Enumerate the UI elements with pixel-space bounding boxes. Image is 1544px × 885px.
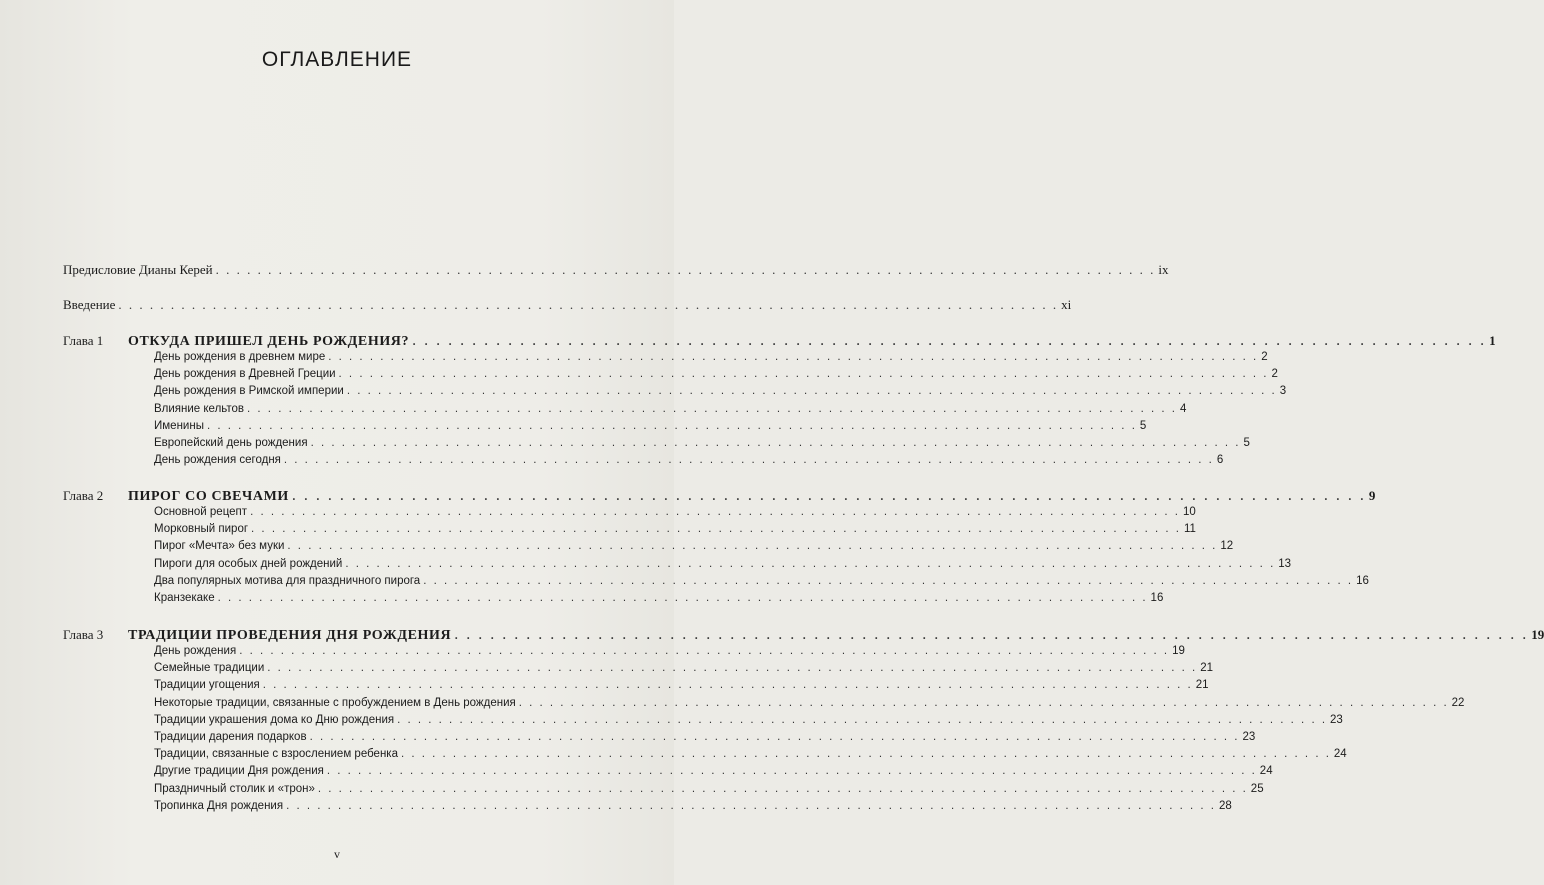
- dot-leader: . . . . . . . . . . . . . . . . . . . . . . . . . . . . . . . . . . . . . . . . . . . . . . . . . . . . . . . . . . . . . . . . . . . . . . . . . . . . . . . . . . . . . . . . . .: [239, 645, 1170, 657]
- toc-chapter-entry-page: 9: [1368, 488, 1376, 503]
- toc-section-entry-label: Европейский день рождения: [154, 437, 308, 449]
- toc-chapter-entry-page: 1: [1489, 333, 1496, 348]
- toc-front-matter-entry: [63, 297, 1072, 313]
- toc-chapter-entry-label: ПИРОГ СО СВЕЧАМИ: [128, 489, 289, 504]
- dot-leader: . . . . . . . . . . . . . . . . . . . . . . . . . . . . . . . . . . . . . . . . . . . . . . . . . . . . . . . . . . . . . . . . . . . . . . . . . . . . . . . . . . . . . . . . . .: [423, 574, 1354, 587]
- toc-section-entry: [154, 557, 1292, 570]
- dot-leader: . . . . . . . . . . . . . . . . . . . . . . . . . . . . . . . . . . . . . . . . . . . . . . . . . . . . . . . . . . . . . . . . . . . . . . . . . . . . . . . . . . . . . . . . . .: [247, 402, 1177, 415]
- toc-section-entry-page: 11: [1183, 523, 1196, 536]
- toc-section-entry-page: 5: [1243, 437, 1250, 449]
- toc-section-entry: [154, 799, 1232, 812]
- toc-section-entry: [154, 713, 1343, 726]
- dot-leader: . . . . . . . . . . . . . . . . . . . . . . . . . . . . . . . . . . . . . . . . . . . . . . . . . . . . . . . . . . . . . . . . . . . . . . . . . . . . . . . . . . . . . . . . . .: [283, 454, 1214, 467]
- toc-section-entry-label: Кранзекаке: [154, 592, 215, 604]
- toc-section-entry: [154, 385, 1287, 398]
- toc-section-entry: [154, 662, 1213, 675]
- toc-chapter-entry-label: ТРАДИЦИИ ПРОВЕДЕНИЯ ДНЯ РОЖДЕНИЯ: [128, 628, 452, 643]
- toc-section-entry-page: 16: [1356, 574, 1369, 587]
- toc-front-matter-entry-page: xi: [1061, 297, 1072, 312]
- toc-section-entry-page: 6: [1216, 454, 1224, 467]
- toc-section-entry-page: 13: [1278, 557, 1292, 570]
- toc-chapter-entry: [128, 487, 1376, 505]
- toc-section-entry-label: Два популярных мотива для праздничного пирога: [154, 574, 421, 587]
- toc-section-entry-label: Праздничный столик и «трон»: [154, 782, 315, 795]
- chapter-label: Глава 1: [63, 333, 104, 348]
- chapter-label: Глава 3: [63, 627, 104, 642]
- toc-section-entry: [154, 748, 1347, 761]
- toc-section-entry-label: Пироги для особых дней рождений: [154, 557, 343, 570]
- toc-section-entry: [154, 592, 1164, 604]
- toc-section-entry-label: Морковный пирог: [154, 523, 249, 536]
- toc-section-entry-page: 12: [1220, 540, 1234, 553]
- toc-section-entry: [154, 368, 1278, 381]
- dot-leader: . . . . . . . . . . . . . . . . . . . . . . . . . . . . . . . . . . . . . . . . . . . . . . . . . . . . . . . . . . . . . . . . . . . . . . . . . . . . . . . . . . . . . . . . . .: [338, 368, 1269, 381]
- toc-section-entry: [154, 351, 1268, 363]
- toc-chapter-entry-label: ОТКУДА ПРИШЕЛ ДЕНЬ РОЖДЕНИЯ?: [128, 334, 410, 349]
- toc-section-entry: [154, 696, 1465, 709]
- dot-leader: . . . . . . . . . . . . . . . . . . . . . . . . . . . . . . . . . . . . . . . . . . . . . . . . . . . . . . . . . . . . . . . . . . . . . . . . . . . . . . . . . . . . . . . . . .: [310, 437, 1241, 449]
- toc-section-entry-page: 10: [1182, 506, 1196, 518]
- toc-section-entry-label: Традиции украшения дома ко Дню рождения: [154, 713, 395, 726]
- page-number: v: [334, 847, 340, 861]
- dot-leader: . . . . . . . . . . . . . . . . . . . . . . . . . . . . . . . . . . . . . . . . . . . . . . . . . . . . . . . . . . . . . . . . . . . . . . . . . . . . . . . . . . . . . . . . . .: [251, 523, 1181, 536]
- toc-section-entry-page: 25: [1250, 782, 1264, 795]
- dot-leader: . . . . . . . . . . . . . . . . . . . . . . . . . . . . . . . . . . . . . . . . . . . . . . . . . . . . . . . . . . . . . . . . . . . . . . . . . . . . . . . . . . . . . . . . . .: [328, 351, 1259, 363]
- toc-section-entry-page: 23: [1330, 713, 1343, 726]
- toc-front-matter-entry-page: ix: [1158, 262, 1169, 277]
- dot-leader: . . . . . . . . . . . . . . . . . . . . . . . . . . . . . . . . . . . . . . . . . . . . . . . . . . . . . . . . . . . . . . . . . . . . . . . . . . . . . . . . . . . . . . . . . .: [400, 748, 1331, 761]
- toc-section-entry-label: Тропинка Дня рождения: [154, 799, 284, 812]
- toc-section-entry-page: 2: [1271, 368, 1278, 381]
- toc-section-entry: [154, 402, 1187, 415]
- toc-section-entry-page: 2: [1261, 351, 1268, 363]
- toc-section-entry-page: 5: [1139, 419, 1147, 432]
- dot-leader: . . . . . . . . . . . . . . . . . . . . . . . . . . . . . . . . . . . . . . . . . . . . . . . . . . . . . . . . . . . . . . . . . . . . . . . . . . . . . . . . . . . . . . . . . .: [286, 799, 1216, 812]
- toc-section-entry-page: 24: [1259, 765, 1273, 778]
- dot-leader: . . . . . . . . . . . . . . . . . . . . . . . . . . . . . . . . . . . . . . . . . . . . . . . . . . . . . . . . . . . . . . . . . . . . . . . . . . . . . . . . . . . . . . . . . .: [326, 765, 1257, 778]
- toc-section-entry: [154, 419, 1147, 432]
- toc-section-entry-label: Влияние кельтов: [154, 402, 245, 415]
- toc-section-entry-label: Традиции дарения подарков: [154, 731, 307, 743]
- toc-section-entry: [154, 506, 1196, 518]
- toc-section-entry: [154, 540, 1234, 553]
- toc-chapter-entry: [128, 626, 1544, 644]
- toc-section-entry-page: 23: [1242, 731, 1256, 743]
- dot-leader: . . . . . . . . . . . . . . . . . . . . . . . . . . . . . . . . . . . . . . . . . . . . . . . . . . . . . . . . . . . . . . . . . . . . . . . . . . . . . . . . . . . . . . . . . .: [267, 662, 1198, 675]
- toc-front-matter-entry: [63, 262, 1169, 278]
- toc-section-entry-label: Традиции угощения: [154, 679, 260, 692]
- toc-section-entry-label: Пирог «Мечта» без муки: [154, 540, 285, 553]
- dot-leader: . . . . . . . . . . . . . . . . . . . . . . . . . . . . . . . . . . . . . . . . . . . . . . . . . . . . . . . . . . . . . . . . . . . . . . . . . . . . . . . . . . . . . . . . . .: [397, 713, 1328, 726]
- toc-section-entry-label: День рождения сегодня: [154, 454, 281, 467]
- toc-section-entry-label: День рождения в древнем мире: [154, 351, 326, 363]
- dot-leader: . . . . . . . . . . . . . . . . . . . . . . . . . . . . . . . . . . . . . . . . . . . . . . . . . . . . . . . . . . . . . . . . . . . . . . . . . . . . . . . . . . . . . . . . . .: [317, 782, 1248, 795]
- dot-leader: . . . . . . . . . . . . . . . . . . . . . . . . . . . . . . . . . . . . . . . . . . . . . . . . . . . . . . . . . . . . . . . . . . . . . . . . . . . . . . . . . . . . . . . . . .: [345, 557, 1276, 570]
- toc-section-entry-page: 21: [1200, 662, 1213, 675]
- toc-section-entry: [154, 437, 1250, 449]
- toc-section-entry-page: 28: [1219, 799, 1232, 812]
- toc-section-entry: [154, 679, 1209, 692]
- dot-leader: . . . . . . . . . . . . . . . . . . . . . . . . . . . . . . . . . . . . . . . . . . . . . . . . . . . . . . . . . . . . . . . . . . . . . . . . . . . . . . . . . . . . . . . . . .: [309, 731, 1240, 743]
- dot-leader: . . . . . . . . . . . . . . . . . . . . . . . . . . . . . . . . . . . . . . . . . . . . . . . . . . . . . . . . . . . . . . . . . . . . . . . . . . . . . . . . . . . . . . . . . .: [262, 679, 1193, 692]
- toc-chapter-entry-page: 19: [1531, 627, 1544, 642]
- toc-section-entry-page: 24: [1333, 748, 1347, 761]
- dot-leader: . . . . . . . . . . . . . . . . . . . . . . . . . . . . . . . . . . . . . . . . . . . . . . . . . . . . . . . . . . . . . . . . . . . . . . . . . . . . . . . . . . . . . . . . . .: [215, 262, 1156, 277]
- toc-section-entry-page: 4: [1179, 402, 1187, 415]
- toc-section-entry: [154, 574, 1369, 587]
- toc-section-entry-label: Основной рецепт: [154, 506, 248, 518]
- dot-leader: . . . . . . . . . . . . . . . . . . . . . . . . . . . . . . . . . . . . . . . . . . . . . . . . . . . . . . . . . . . . . . . . . . . . . . . . . . . . . . . . . . . . . . . . . .: [118, 297, 1059, 312]
- dot-leader: . . . . . . . . . . . . . . . . . . . . . . . . . . . . . . . . . . . . . . . . . . . . . . . . . . . . . . . . . . . . . . . . . . . . . . . . . . . . . . . . . . . . . . . . . .: [287, 540, 1218, 553]
- toc-section-entry-label: Традиции, связанные с взрослением ребенка: [154, 748, 398, 761]
- dot-leader: . . . . . . . . . . . . . . . . . . . . . . . . . . . . . . . . . . . . . . . . . . . . . . . . . . . . . . . . . . . . . . . . . . . . . . . . . . . . . . . . . . . . . . . . . .: [291, 487, 1366, 504]
- page-title: ОГЛАВЛЕНИЕ: [261, 48, 413, 71]
- toc-section-entry-page: 19: [1172, 645, 1185, 657]
- toc-section-entry-label: Семейные традиции: [154, 662, 265, 675]
- toc-section-entry-page: 16: [1150, 592, 1164, 604]
- toc-section-entry: [154, 454, 1224, 467]
- toc-front-matter-entry-label: Введение: [63, 297, 116, 312]
- dot-leader: . . . . . . . . . . . . . . . . . . . . . . . . . . . . . . . . . . . . . . . . . . . . . . . . . . . . . . . . . . . . . . . . . . . . . . . . . . . . . . . . . . . . . . . . . .: [454, 626, 1529, 643]
- toc-section-entry-page: 21: [1195, 679, 1209, 692]
- chapter-label: Глава 2: [63, 488, 104, 503]
- toc-section-entry-label: Именины: [154, 419, 204, 432]
- dot-leader: . . . . . . . . . . . . . . . . . . . . . . . . . . . . . . . . . . . . . . . . . . . . . . . . . . . . . . . . . . . . . . . . . . . . . . . . . . . . . . . . . . . . . . . . . .: [518, 696, 1449, 709]
- dot-leader: . . . . . . . . . . . . . . . . . . . . . . . . . . . . . . . . . . . . . . . . . . . . . . . . . . . . . . . . . . . . . . . . . . . . . . . . . . . . . . . . . . . . . . . . . .: [217, 592, 1148, 604]
- toc-section-entry-label: День рождения в Римской империи: [154, 385, 344, 398]
- toc-section-entry-label: День рождения: [154, 645, 237, 657]
- toc-section-entry: [154, 731, 1256, 743]
- dot-leader: . . . . . . . . . . . . . . . . . . . . . . . . . . . . . . . . . . . . . . . . . . . . . . . . . . . . . . . . . . . . . . . . . . . . . . . . . . . . . . . . . . . . . . . . . .: [346, 385, 1277, 398]
- toc-section-entry-page: 3: [1279, 385, 1287, 398]
- dot-leader: . . . . . . . . . . . . . . . . . . . . . . . . . . . . . . . . . . . . . . . . . . . . . . . . . . . . . . . . . . . . . . . . . . . . . . . . . . . . . . . . . . . . . . . . . .: [412, 332, 1487, 349]
- toc-chapter-entry: [128, 332, 1496, 350]
- toc-section-entry-page: 22: [1451, 696, 1465, 709]
- toc-section-entry-label: День рождения в Древней Греции: [154, 368, 336, 381]
- dot-leader: . . . . . . . . . . . . . . . . . . . . . . . . . . . . . . . . . . . . . . . . . . . . . . . . . . . . . . . . . . . . . . . . . . . . . . . . . . . . . . . . . . . . . . . . . .: [206, 419, 1137, 432]
- toc-section-entry-label: Некоторые традиции, связанные с пробуждением в День рождения: [154, 696, 516, 709]
- toc-section-entry-label: Другие традиции Дня рождения: [154, 765, 324, 778]
- toc-section-entry: [154, 782, 1264, 795]
- toc-section-entry: [154, 645, 1185, 657]
- toc-section-entry: [154, 765, 1273, 778]
- dot-leader: . . . . . . . . . . . . . . . . . . . . . . . . . . . . . . . . . . . . . . . . . . . . . . . . . . . . . . . . . . . . . . . . . . . . . . . . . . . . . . . . . . . . . . . . . .: [250, 506, 1180, 518]
- toc-front-matter-entry-label: Предисловие Дианы Керей: [63, 262, 213, 277]
- toc-section-entry: [154, 523, 1196, 536]
